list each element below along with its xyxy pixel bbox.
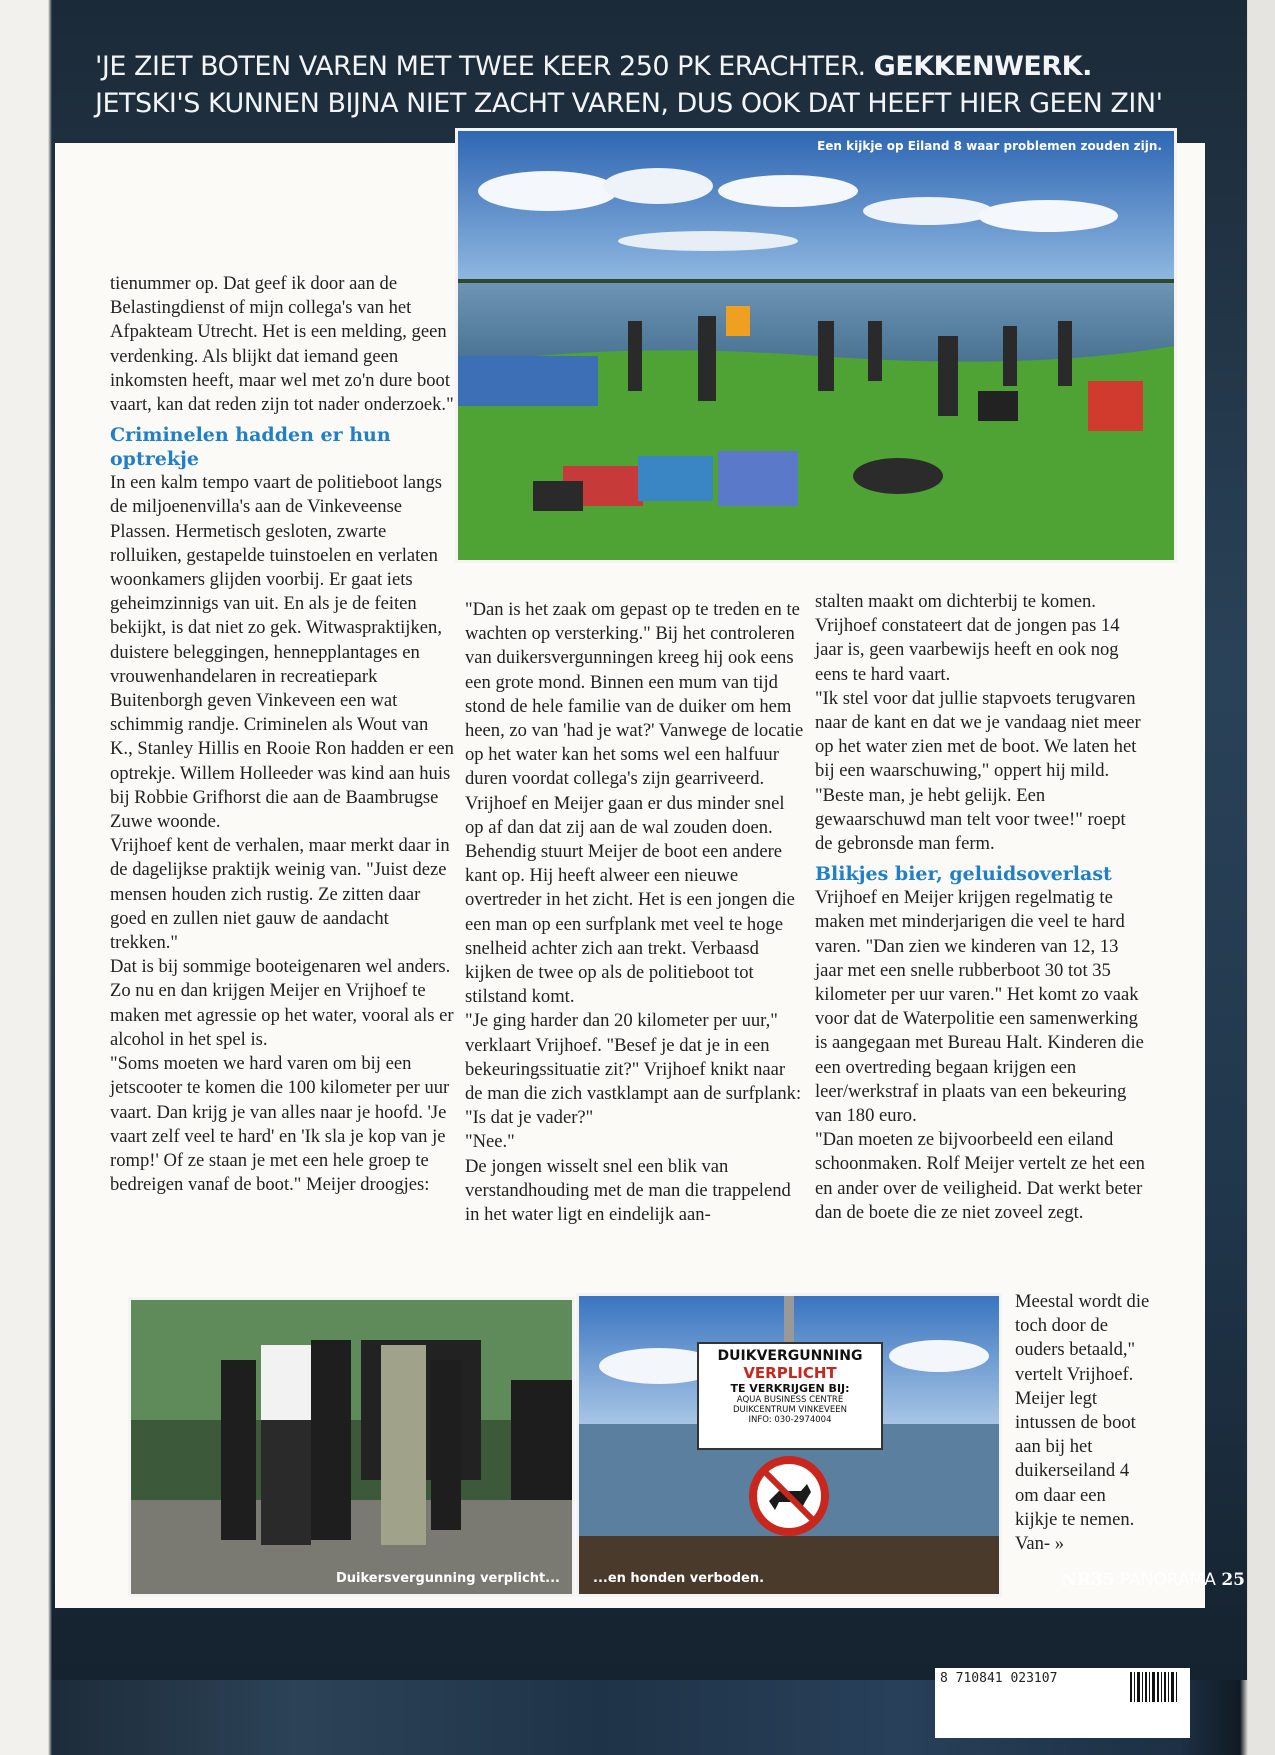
sign-line-business: AQUA BUSINESS CENTRE: [736, 1395, 844, 1405]
photo-island-divers: [455, 128, 1177, 563]
paragraph: "Dan moeten ze bijvoorbeeld een eiland schoonmaken. Rolf Meijer vertelt ze het een en ander over de veiligheid. Dat werkt beter dan de boete die ze niet zoveel zegt.: [815, 1129, 1145, 1223]
pull-quote-line-2: JETSKI'S KUNNEN BIJNA NIET ZACHT VAREN, DUS OOK DAT HEEFT HIER GEEN ZIN': [95, 88, 1163, 119]
pull-quote: [95, 48, 1195, 122]
sign-line-phone: INFO: 030-2974004: [748, 1415, 832, 1425]
paragraph: Behendig stuurt Meijer de boot een andere kant op. Hij heeft alweer een nieuwe overtreder in het zicht. Het is een jongen die een man op een surfplank met veel te hoge snelheid achter zich aan trekt. Verbaasd kijken de twee op als de politieboot tot stilstand komt.: [465, 841, 795, 1008]
paragraph: Meestal wordt die toch door de ouders betaald," vertelt Vrijhoef. Meijer legt intussen de boot aan bij het duikerseiland 4 om daar een kijkje te nemen. Van- »: [1015, 1291, 1150, 1555]
paragraph: In een kalm tempo vaart de politieboot langs de miljoenenvilla's aan de Vinkeveense Plassen. Hermetisch gesloten, zwarte rolluiken, gestapelde tuinstoelen en verlaten woonkamers glijden voorbij. Er gaat iets geheimzinnigs van uit. En als je de feiten bekijkt, is dat niet zo gek. Witwaspraktijken, duistere beleggingen, hennepplantages en vrouwenhandelaren in recreatiepark Buitenborgh geven Vinkeveen een wat schimmig randje. Criminelen als Wout van K., Stanley Hillis en Rooie Ron hadden er een optrekje. Willem Holleeder was kind aan huis bij Robbie Grifhorst die aan de Baambrugse Zuwe woonde.: [110, 472, 454, 833]
article-column-3-continuation: [1015, 1290, 1150, 1556]
barcode-digits: 8 710841 023107: [940, 1671, 1058, 1686]
paragraph: Dat is bij sommige booteigenaren wel anders. Zo nu en dan krijgen Meijer en Vrijhoef te maken met agressie op het water, vooral als er alcohol in het spel is.: [110, 956, 454, 1050]
article-column-2: [465, 598, 805, 1227]
sign-line-required: VERPLICHT: [743, 1364, 837, 1382]
continue-arrow-icon: »: [1054, 1533, 1065, 1555]
paragraph: Vrijhoef kent de verhalen, maar merkt daar in de dagelijkse praktijk weinig van. "Juist deze mensen houden zich rustig. Ze zitten daar goed en zullen niet gauw de aandacht trekken.": [110, 835, 450, 954]
paragraph: "Soms moeten we hard varen om bij een jetscooter te komen die 100 kilometer per uur vaart. Dan krijg je van alles naar je hoofd. 'Je vaart zelf veel te hard' en 'Ik sla je kop van je romp!' Of ze staan je met een hele groep te bedreigen vanaf de boot." Meijer droogjes:: [110, 1053, 450, 1196]
paragraph: stalten maakt om dichterbij te komen. Vrijhoef constateert dat de jongen pas 14 jaar is, geen vaarbewijs heeft en ook nog eens te hard vaart.: [815, 591, 1120, 685]
paragraph: "Nee.": [465, 1131, 515, 1153]
paragraph: "Je ging harder dan 20 kilometer per uur," verklaart Vrijhoef. "Besef je dat je in een bekeuringssituatie zit?" Vrijhoef knikt naar de man die zich vastklampt aan de surfplank: "Is dat je vader?": [465, 1010, 802, 1129]
barcode-bars: [1130, 1672, 1275, 1702]
paragraph: "Dan is het zaak om gepast op te treden en te wachten op versterking." Bij het controleren van duikersvergunningen kreeg hij ook eens een grote mond. Binnen een mum van tijd stond de hele familie van de duiker om hem heen, zo van 'had je wat?' Vanwege de locatie op het water kan het soms wel een halfuur duren voordat collega's zijn gearriveerd. Vrijhoef en Meijer gaan er dus minder snel op af dan dat zij aan de wal zouden doen.: [465, 599, 804, 838]
paragraph: "Beste man, je hebt gelijk. Een gewaarschuwd man telt voor twee!" roept de gebronsde man ferm.: [815, 784, 1126, 855]
sign-line-available: TE VERKRIJGEN BIJ:: [730, 1382, 850, 1395]
pull-quote-line-1: 'JE ZIET BOTEN VAREN MET TWEE KEER 250 PK ERACHTER. GEKKENWERK.: [95, 51, 1092, 82]
paragraph: tienummer op. Dat geef ik door aan de Belastingdienst of mijn collega's van het Afpakteam Utrecht. Het is een melding, geen verdenking. Als blijkt dat iemand geen inkomsten heeft, maar wel met zo'n dure boot vaart, kan dat reden zijn tot nader onderzoek.": [110, 273, 454, 416]
article-column-1: [110, 272, 455, 1197]
section-heading: Blikjes bier, geluidsoverlast: [815, 863, 1112, 886]
photo-island-divers-image: [458, 131, 1174, 560]
issue-number: NR35: [1061, 1570, 1115, 1590]
photo-divers-officers: [128, 1297, 575, 1597]
photo-dive-sign: [576, 1293, 1002, 1597]
section-heading: Criminelen hadden er hun optrekje: [110, 424, 391, 471]
paragraph: "Ik stel voor dat jullie stapvoets terugvaren naar de kant en dat we je vandaag niet meer op het water zien met de boot. We laten het bij een waarschuwing," oppert hij mild.: [815, 687, 1141, 782]
photo-caption-top: Een kijkje op Eiland 8 waar problemen zouden zijn.: [817, 139, 1162, 153]
dive-permit-sign: [697, 1342, 883, 1450]
sign-line-title: DUIKVERGUNNING: [717, 1348, 863, 1364]
page-number: 25: [1221, 1570, 1245, 1590]
sign-line-dive-centre: DUIKCENTRUM VINKEVEEN: [733, 1405, 847, 1415]
article-column-3: [815, 590, 1145, 1225]
paragraph: Vrijhoef en Meijer krijgen regelmatig te maken met minderjarigen die veel te hard varen. "Dan zien we kinderen van 12, 13 jaar met een snelle rubberboot 30 tot 35 kilometer per uur varen." Het komt zo vaak voor dat de Waterpolitie een samenwerking is aangegaan met Bureau Halt. Kinderen die een overtreding begaan krijgen een leer/werkstraf in plaats van een bekeuring van 180 euro.: [815, 887, 1144, 1127]
barcode: [935, 1668, 1190, 1738]
photo-caption-bottom-mid: ...en honden verboden.: [593, 1571, 765, 1586]
photo-caption-bottom-left: Duikersvergunning verplicht...: [336, 1571, 560, 1586]
photo-divers-officers-image: [131, 1300, 572, 1594]
page-footer: [1061, 1570, 1245, 1590]
paragraph: De jongen wisselt snel een blik van verstandhouding met de man die trappelend in het water ligt en eindelijk aan-: [465, 1155, 791, 1226]
pull-quote-emphasis: GEKKENWERK.: [873, 51, 1092, 82]
magazine-name: PANORAMA: [1119, 1570, 1216, 1590]
